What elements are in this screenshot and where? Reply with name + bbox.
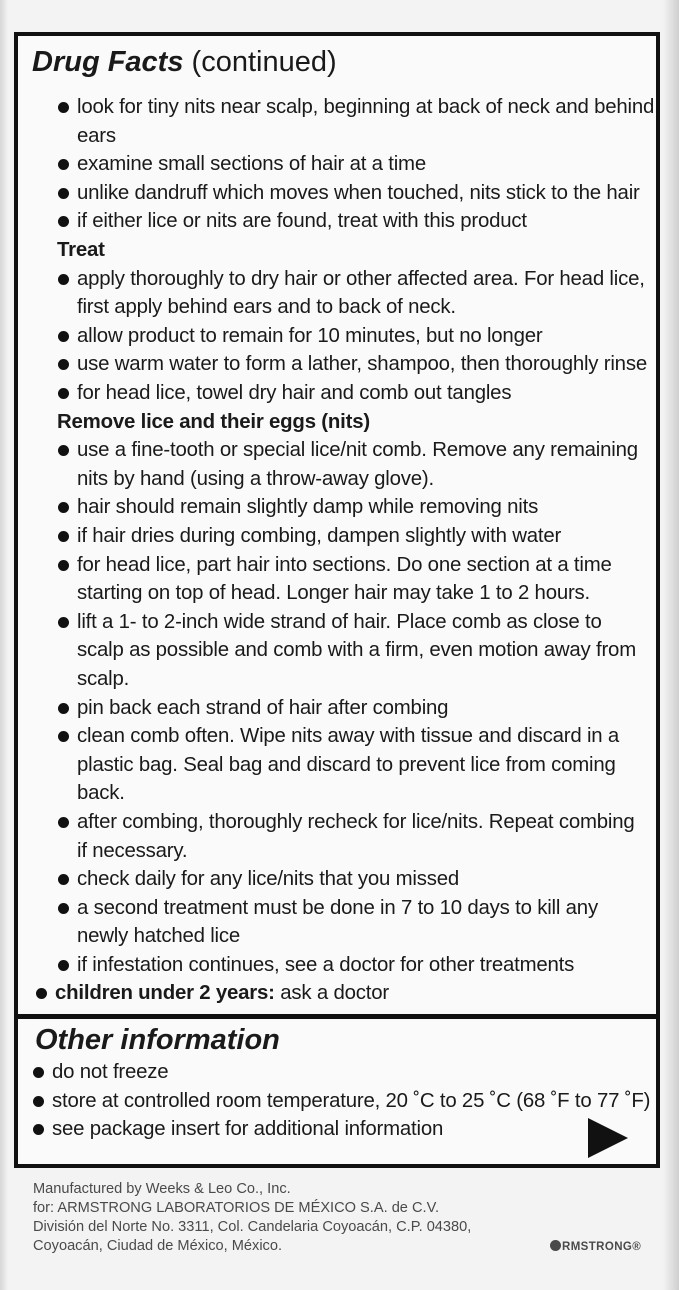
manufacturer-line: for: ARMSTRONG LABORATORIOS DE MÉXICO S.A. de C.V.	[33, 1200, 440, 1216]
direction-line: examine small sections of hair at a time	[77, 150, 426, 178]
direction-line: look for tiny nits near scalp, beginning at back of neck and behind	[77, 93, 654, 121]
children-label: children under 2 years:	[55, 982, 275, 1004]
direction-line: hair should remain slightly damp while removing nits	[77, 493, 538, 521]
direction-line: for head lice, towel dry hair and comb out tangles	[77, 379, 511, 407]
drug-facts-title	[32, 44, 337, 80]
direction-line: a second treatment must be done in 7 to 10 days to kill any	[77, 894, 598, 922]
direction-line: use warm water to form a lather, shampoo, then thoroughly rinse	[77, 350, 647, 378]
section-heading: Treat	[57, 239, 105, 261]
direction-line: if necessary.	[77, 839, 188, 862]
section-divider	[18, 1014, 656, 1019]
drug-facts-heading: Drug Facts	[32, 46, 184, 78]
direction-line: plastic bag. Seal bag and discard to prevent lice from coming	[77, 753, 616, 776]
direction-line: apply thoroughly to dry hair or other affected area. For head lice,	[77, 265, 645, 293]
direction-line: ears	[77, 124, 116, 147]
direction-line: clean comb often. Wipe nits away with tissue and discard in a	[77, 722, 619, 750]
other-info-item: do not freeze	[52, 1058, 168, 1086]
other-information-title: Other information	[35, 1024, 280, 1056]
direction-line: first apply behind ears and to back of neck.	[77, 296, 456, 319]
direction-line: unlike dandruff which moves when touched, nits stick to the hair	[77, 179, 640, 207]
direction-line: scalp as possible and comb with a firm, even motion away from	[77, 639, 636, 662]
direction-line: after combing, thoroughly recheck for lice/nits. Repeat combing	[77, 808, 635, 836]
edge-accent-mark	[671, 612, 675, 652]
drug-facts-continued: (continued)	[191, 46, 337, 78]
direction-line: if infestation continues, see a doctor for other treatments	[77, 951, 574, 979]
armstrong-logo-icon	[550, 1240, 561, 1251]
armstrong-logo	[550, 1239, 641, 1255]
other-info-item: store at controlled room temperature, 20 ˚C to 25 ˚C (68 ˚F to 77 ˚F)	[52, 1087, 650, 1115]
direction-line: if either lice or nits are found, treat with this product	[77, 207, 527, 235]
direction-line: use a fine-tooth or special lice/nit comb. Remove any remaining	[77, 436, 638, 464]
children-text: ask a doctor	[280, 982, 389, 1004]
direction-line: nits by hand (using a throw-away glove).	[77, 467, 434, 490]
direction-line: pin back each strand of hair after combing	[77, 694, 448, 722]
direction-line: for head lice, part hair into sections. Do one section at a time	[77, 551, 612, 579]
play-arrow-icon	[588, 1118, 628, 1158]
direction-line: back.	[77, 782, 125, 805]
direction-line: check daily for any lice/nits that you missed	[77, 865, 459, 893]
direction-line: starting on top of head. Longer hair may take 1 to 2 hours.	[77, 582, 591, 605]
direction-line: lift a 1- to 2-inch wide strand of hair. Place comb as close to	[77, 608, 602, 636]
direction-line: newly hatched lice	[77, 925, 241, 948]
edge-accent-mark	[671, 900, 675, 960]
children-warning-line	[55, 979, 389, 1007]
direction-line: allow product to remain for 10 minutes, but no longer	[77, 322, 542, 350]
edge-accent-mark	[671, 775, 675, 820]
manufacturer-line: División del Norte No. 3311, Col. Candelaria Coyoacán, C.P. 04380,	[33, 1219, 472, 1235]
direction-line: scalp.	[77, 668, 130, 690]
armstrong-logo-text: RMSTRONG®	[562, 1241, 642, 1253]
section-heading: Remove lice and their eggs (nits)	[57, 410, 370, 433]
direction-line: if hair dries during combing, dampen slightly with water	[77, 522, 561, 550]
manufacturer-line: Coyoacán, Ciudad de México, México.	[33, 1238, 283, 1254]
other-info-item: see package insert for additional information	[52, 1115, 443, 1143]
edge-accent-mark	[671, 330, 675, 390]
manufacturer-line: Manufactured by Weeks & Leo Co., Inc.	[33, 1181, 291, 1197]
